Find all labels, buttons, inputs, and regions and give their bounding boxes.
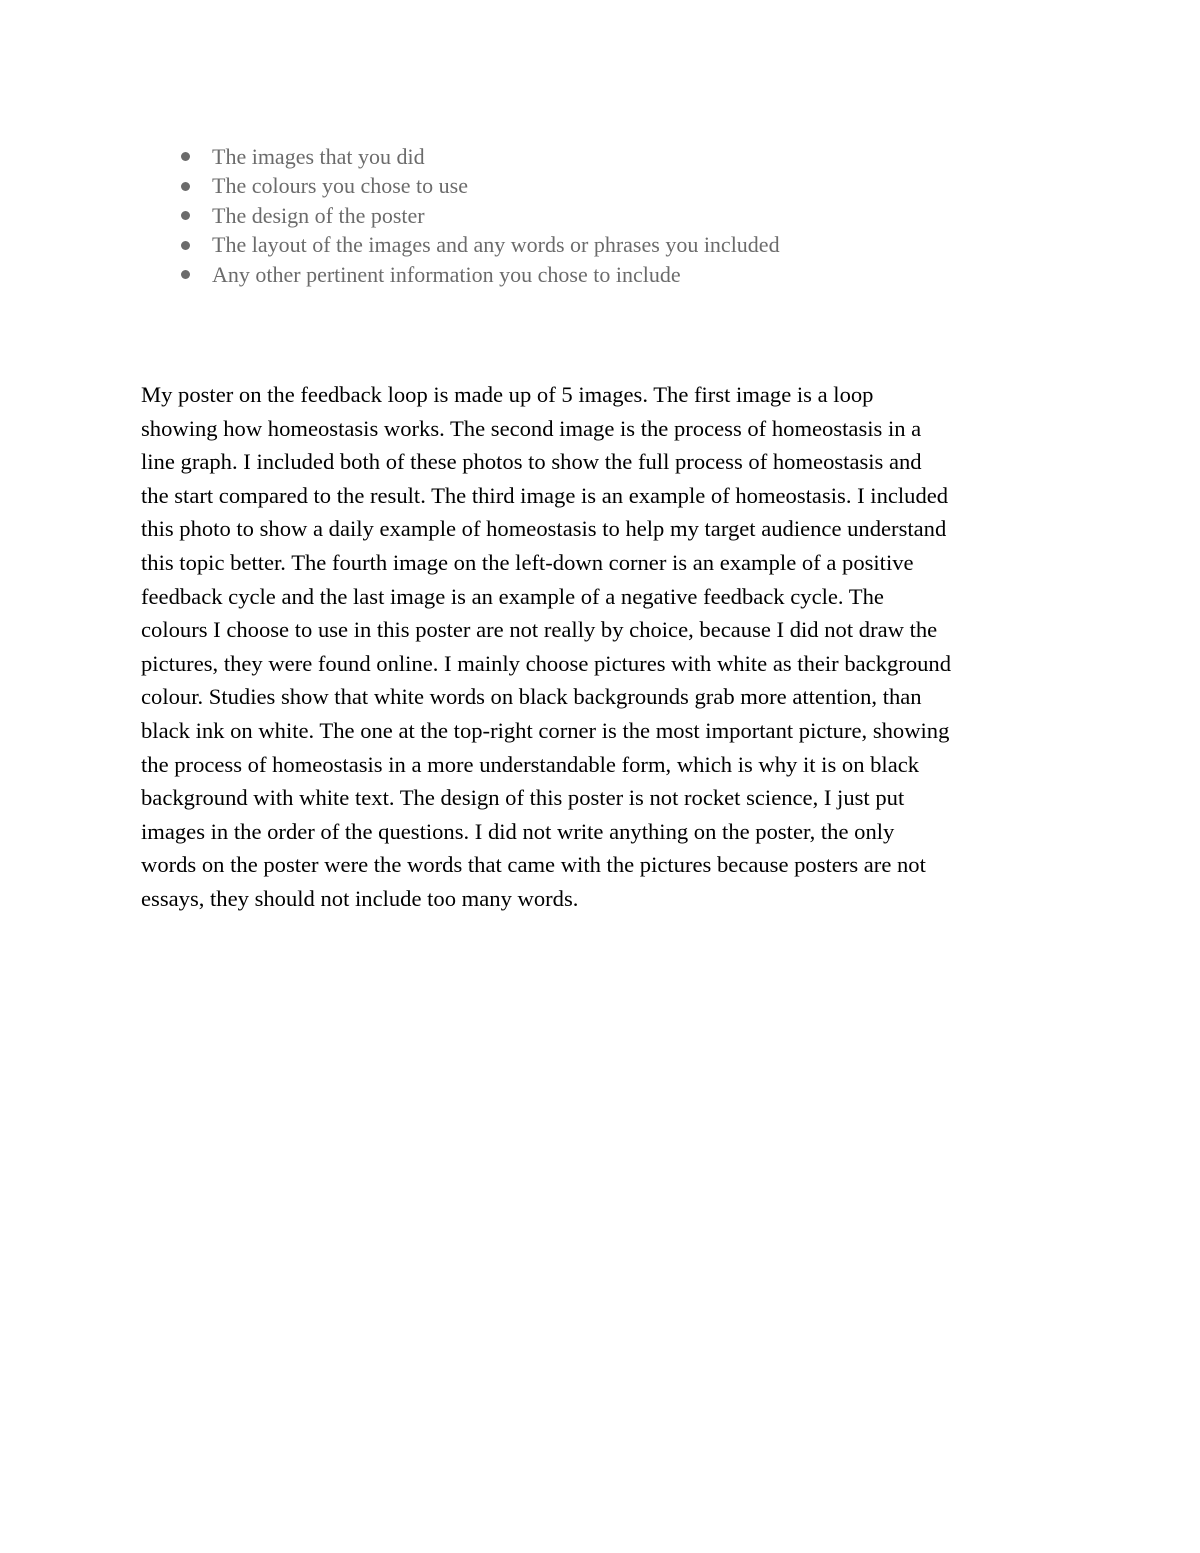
essay-line: feedback cycle and the last image is an example of a negative feedback cycle. The (141, 583, 884, 609)
bullet-dot-icon (181, 182, 190, 191)
essay-line: this topic better. The fourth image on the left-down corner is an example of a positive (141, 549, 914, 575)
bullet-dot-icon (181, 241, 190, 250)
bullet-text: The colours you chose to use (212, 173, 468, 199)
bullet-dot-icon (181, 152, 190, 161)
bullet-item (172, 201, 780, 231)
bullet-text: Any other pertinent information you chose to include (212, 261, 681, 287)
bullet-dot-icon (181, 270, 190, 279)
bullet-item (172, 172, 780, 202)
bullet-item (172, 231, 780, 261)
essay-line: the process of homeostasis in a more understandable form, which is why it is on black (141, 751, 920, 777)
bullet-item (172, 260, 780, 290)
essay-line: words on the poster were the words that came with the pictures because posters are not (141, 852, 926, 878)
bullet-dot-icon (181, 211, 190, 220)
essay-line: images in the order of the questions. I did not write anything on the poster, the only (141, 818, 895, 844)
essay-line: showing how homeostasis works. The second image is the process of homeostasis in a (141, 415, 922, 441)
bullet-item (172, 142, 780, 172)
bullet-list (172, 142, 780, 290)
bullet-text: The design of the poster (212, 202, 425, 228)
essay-line: colours I choose to use in this poster are not really by choice, because I did not draw the (141, 617, 938, 643)
bullet-text: The layout of the images and any words or phrases you included (212, 232, 780, 258)
bullet-text: The images that you did (212, 143, 425, 169)
essay-line: My poster on the feedback loop is made up of 5 images. The first image is a loop (141, 382, 874, 407)
essay-line: colour. Studies show that white words on black backgrounds grab more attention, than (141, 684, 922, 710)
essay-line: essays, they should not include too many words. (141, 885, 579, 911)
essay-line: background with white text. The design of this poster is not rocket science, I just put (141, 785, 905, 811)
essay-line: the start compared to the result. The third image is an example of homeostasis. I included (141, 482, 949, 508)
essay-line: line graph. I included both of these photos to show the full process of homeostasis and (141, 449, 922, 475)
essay-line: black ink on white. The one at the top-right corner is the most important picture, showing (141, 717, 950, 743)
essay-line: this photo to show a daily example of homeostasis to help my target audience understand (141, 516, 947, 542)
essay-line: pictures, they were found online. I mainly choose pictures with white as their background (141, 650, 952, 676)
essay-paragraph (141, 378, 1071, 916)
